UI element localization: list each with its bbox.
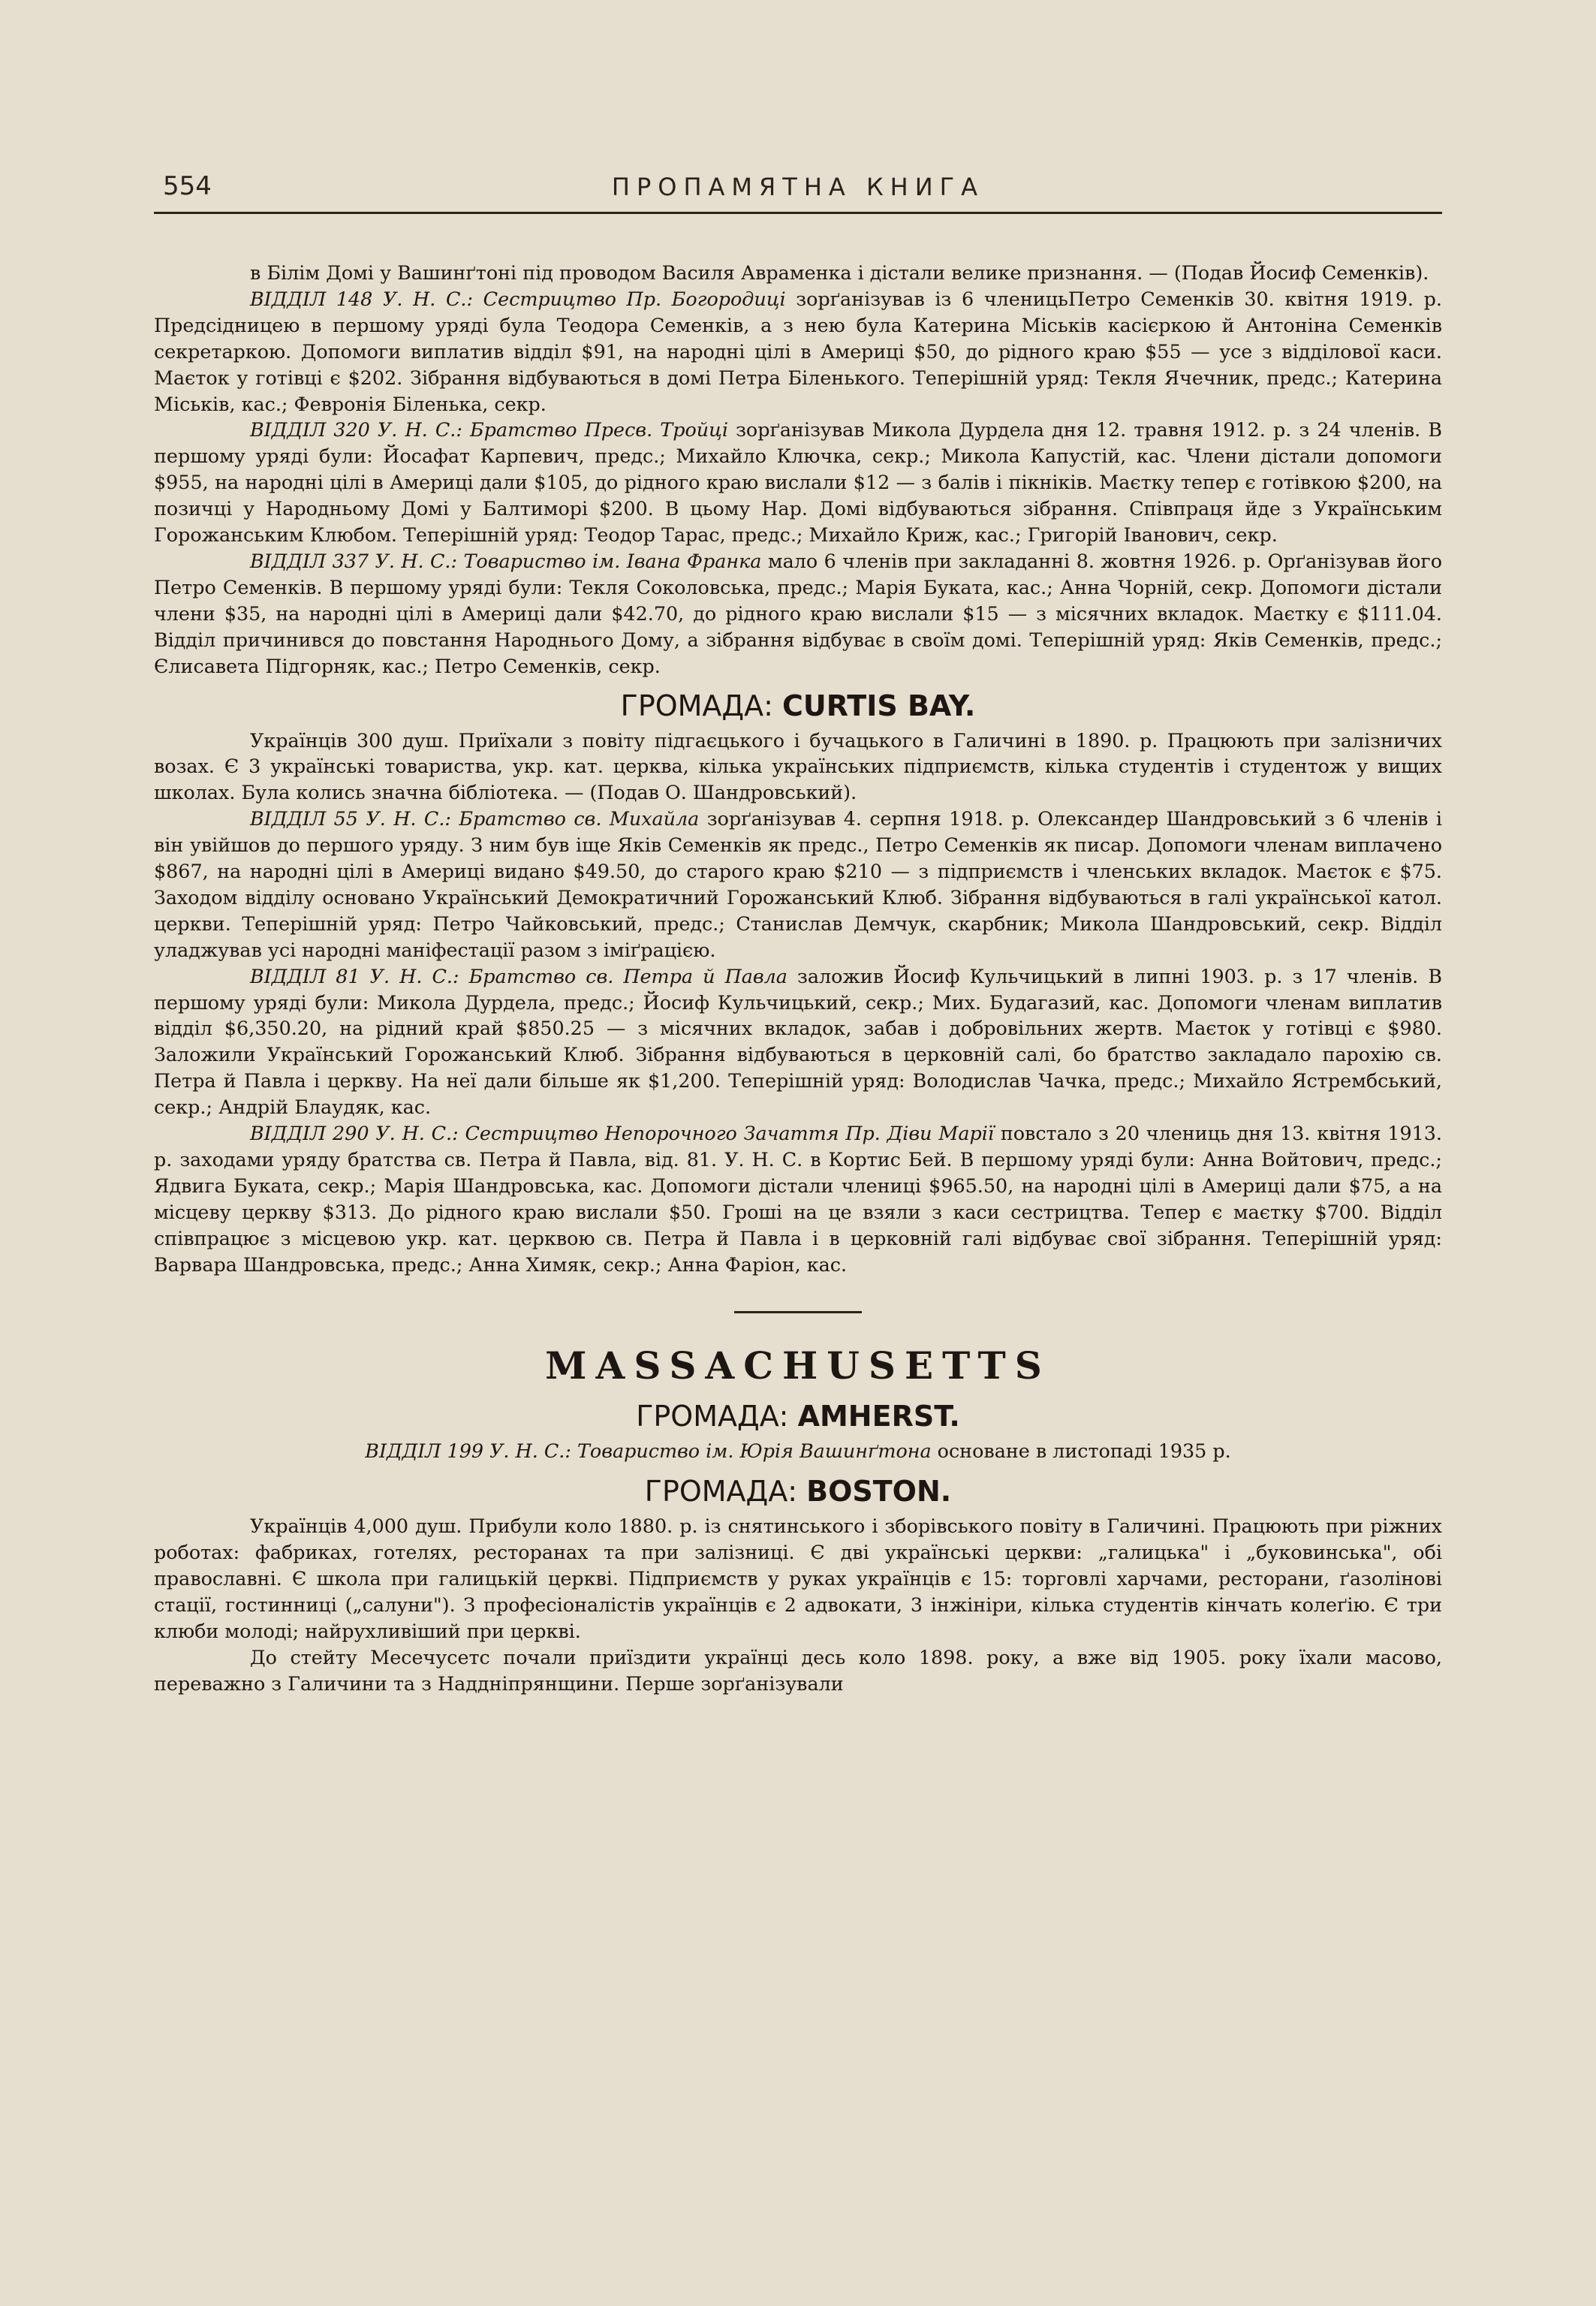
section-divider xyxy=(734,1311,862,1313)
paragraph-branch-290: ВІДДІЛ 290 У. Н. С.: Сестрицтво Непорочного Зачаття Пр. Діви Марії повстало з 20 члениць дня 13. квітня 1913. р. заходами уряду братства св. Петра й Павла, від. 81. У. Н. С. в Кортис Бей. В першому уряді були: Анна Войтович, предс.; Ядвига Буката, секр.; Марія Шандровська, кас. Допомоги дістали члениці $965.50, на народні цілі в Америці дали $75, а на місцеву церкву $313. До рідного краю вислали $50. Гроші на це взяли з каси сестрицтва. Тепер є маєтку $700. Відділ співпрацює з місцевою укр. кат. церквою св. Петра й Павла і в церковній галі відбуває свої зібрання. Теперішній уряд: Варвара Шандровська, предс.; Анна Химяк, секр.; Анна Фаріон, кас. xyxy=(154,1122,1442,1276)
branch-heading: ВІДДІЛ 81 У. Н. С.: Братство св. Петра й Павла xyxy=(250,964,787,987)
running-head: ПРОПАМЯТНА КНИГА xyxy=(611,173,985,201)
paragraph: До стейту Месечусетс почали приїздити українці десь коло 1898. року, а вже від 1905. року їхали масово, переважно з Галичини та з Наддніпрянщини. Перше зорґанізували xyxy=(154,1645,1442,1695)
paragraph-branch-148: ВІДДІЛ 148 У. Н. С.: Сестрицтво Пр. Богородиці зорґанізував із 6 членицьПетро Семенків 30. квітня 1919. р. Предсідницею в першому уряді була Теодора Семенків, а з нею була Катерина Міськів касієркою й Антоніна Семенків секретаркою. Допомоги виплатив відділ $91, на народні цілі в Америці $50, до рідного краю $55 — усе з відділової каси. Маєток у готівці є $202. Зібрання відбуваються в домі Петра Біленького. Теперішній уряд: Текля Ячечник, предс.; Катерина Міськів, кас.; Февронія Біленька, секр. xyxy=(154,287,1442,415)
state-heading: MASSACHUSETTS xyxy=(545,1343,1051,1388)
branch-heading: ВІДДІЛ 337 У. Н. С.: Товариство ім. Івана Франка xyxy=(250,549,762,572)
branch-heading: ВІДДІЛ 320 У. Н. С.: Братство Пресв. Тройці xyxy=(250,418,728,442)
heading-curtis-bay: ГРОМАДА: CURTIS BAY. xyxy=(620,689,976,722)
branch-heading: ВІДДІЛ 55 У. Н. С.: Братство св. Михайла xyxy=(250,807,700,830)
paragraph-branch-337: ВІДДІЛ 337 У. Н. С.: Товариство ім. Івана Франка мало 6 членів при закладанні 8. жовтня 1926. р. Орґанізував його Петро Семенків. В першому уряді були: Текля Соколовська, предс.; Марія Буката, кас.; Анна Чорній, секр. Допомоги дістали члени $35, на народні цілі в Америці дали $42.70, до рідного краю вислали $15 — з місячних вкладок. Маєтку є $111.04. Відділ причинився до повстання Народнього Дому, а зібрання відбуває в своїм домі. Теперішній уряд: Яків Семенків, предс.; Єлисавета Підгорняк, кас.; Петро Семенків, секр. xyxy=(154,549,1442,677)
branch-heading: ВІДДІЛ 148 У. Н. С.: Сестрицтво Пр. Богородиці xyxy=(250,287,786,310)
heading-amherst: ГРОМАДА: AMHERST. xyxy=(636,1399,960,1433)
page-header xyxy=(154,167,1442,214)
paragraph-branch-320: ВІДДІЛ 320 У. Н. С.: Братство Пресв. Тройці зорґанізував Микола Дурдела дня 12. травня 1912. р. з 24 членів. В першому уряді були: Йосафат Карпевич, предс.; Михайло Ключка, секр.; Микола Капустій, кас. Члени дістали допомоги $955, на народні цілі в Америці дали $105, до рідного краю вислали $12 — з балів і пікніків. Маєтку тепер є готівкою $200, на позичці у Народньому Домі у Балтиморі $200. В цьому Нар. Домі відбуваються зібрання. Співпраця йде з Українським Горожанським Клюбом. Теперішній уряд: Теодор Тарас, предс.; Михайло Криж, кас.; Григорій Іванович, секр. xyxy=(154,418,1442,547)
paragraph: Українців 4,000 душ. Прибули коло 1880. р. із снятинського і зборівського повіту в Галичині. Працюють при ріжних роботах: фабриках, готелях, ресторанах та при залізниці. Є дві українські церкви: „галицька" і „буковинська", обі православні. Є школа при галицькій церкві. Підприємств у руках українців є 15: торговлі харчами, ресторани, ґазолінові стації, гостинниці („салуни"). З професіоналістів українців є 2 адвокати, 3 інжініри, кілька студентів кінчать колеґію. Є три клюби молоді; найрухливіший при церкві. xyxy=(154,1515,1442,1643)
body-text xyxy=(154,260,1442,1697)
paragraph-branch-55: ВІДДІЛ 55 У. Н. С.: Братство св. Михайла зорґанізував 4. серпня 1918. р. Олександер Шандровський з 6 членів і він увійшов до першого уряду. З ним був іще Яків Семенків як предс., Петро Семенків як писар. Допомоги членам виплачено $867, на народні цілі в Америці видано $49.50, до старого краю $210 — з підприємств і членських вкладок. Маєток є $75. Заходом відділу основано Український Демократичний Горожанський Клюб. Зібрання відбуваються в галі української катол. церкви. Теперішній уряд: Петро Чайковський, предс.; Станислав Демчук, скарбник; Микола Шандровський, секр. Відділ уладжував усі народні маніфестації разом з іміґрацією. xyxy=(154,807,1442,961)
paragraph-branch-199: ВІДДІЛ 199 У. Н. С.: Товариство ім. Юрія Вашинґтона основане в листопаді 1935 р. xyxy=(365,1439,1231,1462)
heading-boston: ГРОМАДА: BOSTON. xyxy=(644,1475,952,1509)
paragraph: в Білім Домі у Вашинґтоні під проводом Василя Авраменка і дістали велике признання. — (Подав Йосиф Семенків). xyxy=(250,261,1429,284)
branch-heading: ВІДДІЛ 199 У. Н. С.: Товариство ім. Юрія Вашинґтона xyxy=(365,1439,932,1462)
paragraph: Українців 300 душ. Приїхали з повіту підгаєцького і бучацького в Галичині в 1890. р. Працюють при залізничих возах. Є 3 українські товариства, укр. кат. церква, кілька українських підприємств, кілька студентів і студентож у вищих школах. Була колись значна бібліотека. — (Подав О. Шандровський). xyxy=(154,728,1442,804)
branch-heading: ВІДДІЛ 290 У. Н. С.: Сестрицтво Непорочного Зачаття Пр. Діви Марії xyxy=(250,1122,994,1145)
page-number: 554 xyxy=(163,171,212,201)
paragraph-branch-81: ВІДДІЛ 81 У. Н. С.: Братство св. Петра й Павла заложив Йосиф Кульчицький в липні 1903. р. з 17 членів. В першому уряді були: Микола Дурдела, предс.; Йосиф Кульчицький, секр.; Мих. Будагазий, кас. Допомоги членам виплатив відділ $6,350.20, на рідний край $850.25 — з місячних вкладок, забав і добровільних жертв. Маєток у готівці є $980. Заложили Український Горожанський Клюб. Зібрання відбуваються в церковній салі, бо братство закладало парохію св. Петра й Павла і церкву. На неї дали більше як $1,200. Теперішній уряд: Володислав Чачка, предс.; Михайло Ястрембський, секр.; Андрій Блаудяк, кас. xyxy=(154,964,1442,1119)
